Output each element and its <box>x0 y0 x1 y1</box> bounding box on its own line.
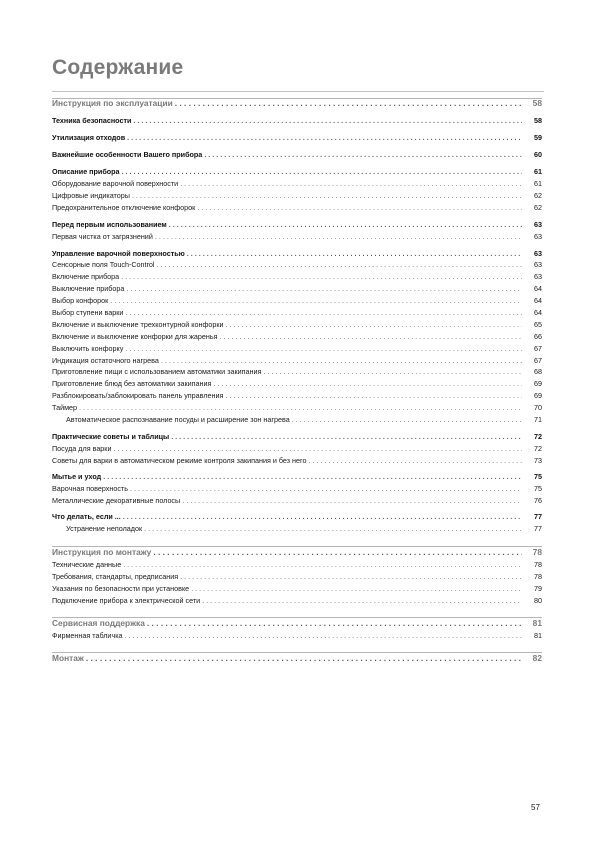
toc-entry[interactable] <box>52 116 542 126</box>
toc-entry-page: 79 <box>534 584 542 593</box>
toc-entry[interactable] <box>52 191 542 201</box>
toc-entry-label: Приготовление пищи с использованием автоматики закипания <box>52 367 262 376</box>
toc-entry[interactable] <box>52 367 542 377</box>
toc-entry[interactable] <box>52 232 542 242</box>
toc-entry-page: 77 <box>534 524 542 533</box>
toc-entry-page: 67 <box>534 344 542 353</box>
toc-entry[interactable] <box>52 415 542 425</box>
toc-entry-label: Технические данные <box>52 560 122 569</box>
toc-entry-label: Сервисная поддержка <box>52 618 145 628</box>
toc-entry[interactable] <box>52 320 542 330</box>
toc-entry-label: Выключить конфорку <box>52 344 124 353</box>
toc-entry-label: Цифровые индикаторы <box>52 191 130 200</box>
toc-entry[interactable] <box>52 456 542 466</box>
toc-entry[interactable] <box>52 379 542 389</box>
toc-entry-label: Включение и выключение трехконтурной конфорки <box>52 320 224 329</box>
toc-entry[interactable] <box>52 547 542 557</box>
toc-entry-label: Посуда для варки <box>52 444 112 453</box>
toc-entry-label: Инструкция по эксплуатации <box>52 98 173 108</box>
toc-entry-page: 75 <box>534 484 542 493</box>
toc-entry-label: Требования, стандарты, предписания <box>52 572 179 581</box>
toc-entry[interactable] <box>52 220 542 230</box>
toc-entry-page: 80 <box>534 596 542 605</box>
toc-entry-label: Инструкция по монтажу <box>52 547 152 557</box>
toc-entry[interactable] <box>52 332 542 342</box>
toc-entry-page: 63 <box>534 272 542 281</box>
toc-entry-label: Важнейшие особенности Вашего прибора <box>52 150 203 159</box>
toc-entry[interactable] <box>52 631 542 641</box>
toc-entry-label: Что делать, если ... <box>52 512 121 521</box>
toc-entry-page: 76 <box>534 496 542 505</box>
toc-entry-page: 72 <box>534 444 542 453</box>
page-number: 57 <box>531 803 540 812</box>
toc-entry-page: 63 <box>534 232 542 241</box>
toc-entry-page: 69 <box>534 391 542 400</box>
toc-entry-label: Выбор ступени варки <box>52 308 124 317</box>
toc-entry-label: Практические советы и таблицы <box>52 432 170 441</box>
toc-entry[interactable] <box>52 167 542 177</box>
toc-entry[interactable] <box>52 356 542 366</box>
toc-entry-label: Советы для варки в автоматическом режиме контроля закипания и без него <box>52 456 307 465</box>
toc-entry-label: Разблокировать/заблокировать панель управления <box>52 391 224 400</box>
toc-entry-label: Указания по безопасности при установке <box>52 584 190 593</box>
toc-entry-page: 61 <box>534 179 542 188</box>
toc-entry-label: Утилизация отходов <box>52 133 126 142</box>
toc-entry-label: Оборудование варочной поверхности <box>52 179 179 188</box>
toc-entry[interactable] <box>52 512 542 522</box>
toc-entry-page: 75 <box>534 472 542 481</box>
toc-entry-page: 64 <box>534 296 542 305</box>
toc-entry-label: Предохранительное отключение конфорок <box>52 203 196 212</box>
toc-entry[interactable] <box>52 444 542 454</box>
toc-entry[interactable] <box>52 150 542 160</box>
toc-entry-page: 81 <box>534 631 542 640</box>
toc-entry[interactable] <box>52 296 542 306</box>
toc-entry[interactable] <box>52 584 542 594</box>
title-divider <box>52 91 544 92</box>
toc-entry-page: 77 <box>534 512 542 521</box>
toc-entry-label: Сенсорные поля Touch-Control <box>52 260 155 269</box>
toc-entry[interactable] <box>52 179 542 189</box>
toc-entry[interactable] <box>52 618 542 628</box>
toc-entry-label: Включение и выключение конфорки для жаренья <box>52 332 218 341</box>
toc-entry-label: Перед первым использованием <box>52 220 167 229</box>
toc-entry-label: Управление варочной поверхностью <box>52 249 185 258</box>
toc-entry-label: Подключение прибора к электрической сети <box>52 596 201 605</box>
toc-entry-label: Фирменная табличка <box>52 631 123 640</box>
toc-entry-label: Техника безопасности <box>52 116 132 125</box>
toc-entry-label: Варочная поверхность <box>52 484 128 493</box>
toc-entry-label: Выключение прибора <box>52 284 125 293</box>
toc-entry-page: 69 <box>534 379 542 388</box>
toc-entry-label: Приготовление блюд без автоматики закипания <box>52 379 212 388</box>
toc-entry[interactable] <box>52 391 542 401</box>
toc-entry-page: 72 <box>534 432 542 441</box>
toc-entry[interactable] <box>52 524 542 534</box>
toc-entry[interactable] <box>52 653 542 663</box>
toc-entry-page: 65 <box>534 320 542 329</box>
toc-entry-page: 68 <box>534 367 542 376</box>
page-title: Содержание <box>52 56 184 79</box>
toc-entry[interactable] <box>52 472 542 482</box>
toc-entry[interactable] <box>52 403 542 413</box>
toc-entry-page: 78 <box>532 547 542 557</box>
toc-entry-label: Устранение неполадок <box>66 524 143 533</box>
toc-entry[interactable] <box>52 344 542 354</box>
toc-entry-page: 60 <box>534 150 542 159</box>
toc-entry[interactable] <box>52 260 542 270</box>
toc-entry-page: 70 <box>534 403 542 412</box>
toc-entry-page: 62 <box>534 191 542 200</box>
toc-entry-label: Включение прибора <box>52 272 120 281</box>
toc-entry-page: 73 <box>534 456 542 465</box>
toc-entry-label: Первая чистка от загрязнений <box>52 232 153 241</box>
toc-entry-page: 59 <box>534 133 542 142</box>
toc-entry[interactable] <box>52 560 542 570</box>
toc-entry-label: Мытье и уход <box>52 472 102 481</box>
toc-entry[interactable] <box>52 496 542 506</box>
toc-entry-page: 58 <box>532 98 542 108</box>
toc-entry-label: Металлические декоративные полосы <box>52 496 181 505</box>
toc-entry-page: 63 <box>534 249 542 258</box>
toc-entry[interactable] <box>52 596 542 606</box>
toc-entry-page: 66 <box>534 332 542 341</box>
toc-entry-page: 81 <box>532 618 542 628</box>
toc-entry-page: 82 <box>532 653 542 663</box>
toc-entry-label: Автоматическое распознавание посуды и расширение зон нагрева <box>66 415 290 424</box>
toc-entry-page: 64 <box>534 308 542 317</box>
toc-entry[interactable] <box>52 484 542 494</box>
toc-entry[interactable] <box>52 98 542 108</box>
toc-entry[interactable] <box>52 432 542 442</box>
toc-entry[interactable] <box>52 249 542 259</box>
toc-entry-page: 78 <box>534 560 542 569</box>
toc-entry-page: 63 <box>534 220 542 229</box>
toc-entry-page: 78 <box>534 572 542 581</box>
toc-entry-page: 64 <box>534 284 542 293</box>
toc-entry-page: 58 <box>534 116 542 125</box>
toc-entry-page: 71 <box>534 415 542 424</box>
toc-entry[interactable] <box>52 133 542 143</box>
toc-entry[interactable] <box>52 572 542 582</box>
toc-entry-page: 63 <box>534 260 542 269</box>
toc-entry-label: Монтаж <box>52 653 84 663</box>
toc-entry-label: Выбор конфорок <box>52 296 109 305</box>
toc-entry-page: 61 <box>534 167 542 176</box>
toc-entry-label: Таймер <box>52 403 78 412</box>
toc-entry[interactable] <box>52 272 542 282</box>
toc-entry-label: Описание прибора <box>52 167 120 176</box>
toc-entry[interactable] <box>52 284 542 294</box>
toc-entry[interactable] <box>52 203 542 213</box>
toc-entry-label: Индикация остаточного нагрева <box>52 356 159 365</box>
toc-entry-page: 62 <box>534 203 542 212</box>
toc-entry-page: 67 <box>534 356 542 365</box>
toc-entry[interactable] <box>52 308 542 318</box>
